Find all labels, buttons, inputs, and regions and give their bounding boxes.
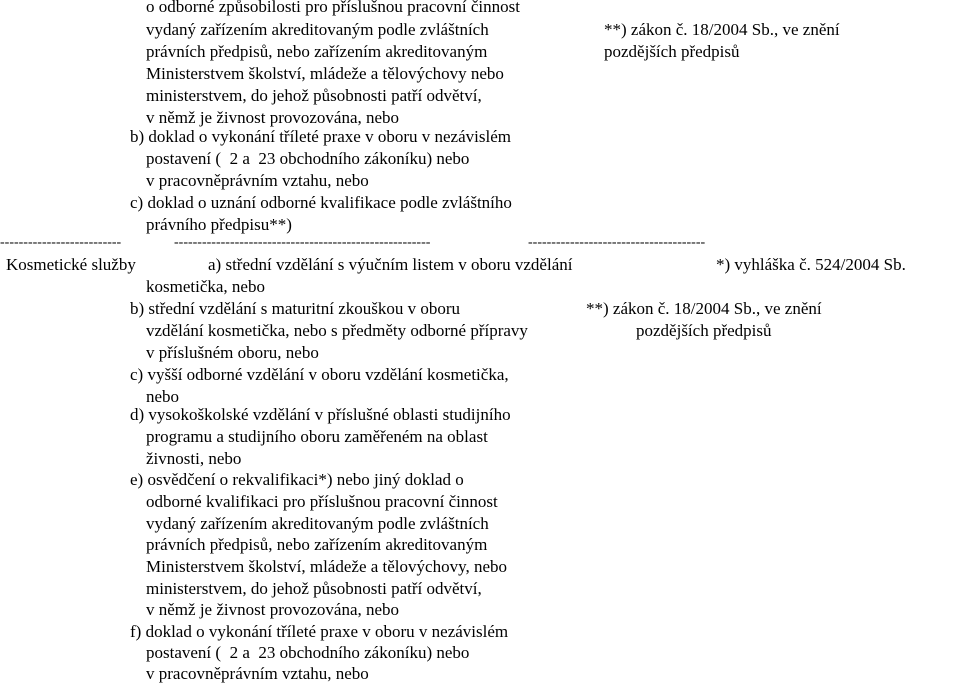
text-line: živnosti, nebo [146, 449, 242, 468]
text-line: ministerstvem, do jehož působnosti patří odvětví, [146, 579, 482, 598]
reference-note: *) vyhláška č. 524/2004 Sb. [716, 255, 906, 274]
separator-right: -------------------------------------- [528, 235, 706, 250]
text-line: odborné kvalifikaci pro příslušnou pracovní činnost [146, 492, 498, 511]
reference-note: pozdějších předpisů [604, 42, 740, 61]
reference-note: **) zákon č. 18/2004 Sb., ve znění [604, 20, 840, 39]
separator-left: -------------------------- [0, 235, 122, 250]
text-line: d) vysokoškolské vzdělání v příslušné oblasti studijního [130, 405, 511, 424]
separator-middle: ------------------------------------------------------- [174, 235, 431, 250]
text-line: e) osvědčení o rekvalifikaci*) nebo jiný doklad o [130, 470, 464, 489]
text-line: postavení ( 2 a 23 obchodního zákoníku) nebo [146, 149, 470, 168]
text-line: b) střední vzdělání s maturitní zkouškou v oboru [130, 299, 461, 318]
text-line: v pracovněprávním vztahu, nebo [146, 664, 369, 683]
text-line: f) doklad o vykonání tříleté praxe v oboru v nezávislém [130, 622, 509, 641]
text-line: vydaný zařízením akreditovaným podle zvláštních [146, 20, 489, 39]
text-line: nebo [146, 387, 180, 406]
text-line: právních předpisů, nebo zařízením akreditovaným [146, 42, 488, 61]
text-line: v němž je živnost provozována, nebo [146, 600, 400, 619]
text-line: postavení ( 2 a 23 obchodního zákoníku) nebo [146, 643, 470, 662]
text-line: v němž je živnost provozována, nebo [146, 108, 400, 127]
text-line: c) doklad o uznání odborné kvalifikace podle zvláštního [130, 193, 512, 212]
text-line: b) doklad o vykonání tříleté praxe v oboru v nezávislém [130, 127, 511, 146]
text-line: v příslušném oboru, nebo [146, 343, 319, 362]
text-line: právního předpisu**) [146, 215, 292, 234]
text-line: Ministerstvem školství, mládeže a tělovýchovy nebo [146, 64, 504, 83]
reference-note: **) zákon č. 18/2004 Sb., ve znění [586, 299, 822, 318]
text-line: o odborné způsobilosti pro příslušnou pracovní činnost [146, 0, 520, 16]
text-line: programu a studijního oboru zaměřeném na oblast [146, 427, 488, 446]
text-line: v pracovněprávním vztahu, nebo [146, 171, 369, 190]
text-line: a) střední vzdělání s výučním listem v oboru vzdělání [208, 255, 573, 274]
text-line: kosmetička, nebo [146, 277, 265, 296]
text-line: vydaný zařízením akreditovaným podle zvláštních [146, 514, 489, 533]
text-line: ministerstvem, do jehož působnosti patří odvětví, [146, 86, 482, 105]
text-line: vzdělání kosmetička, nebo s předměty odborné přípravy [146, 321, 528, 340]
text-line: c) vyšší odborné vzdělání v oboru vzdělání kosmetička, [130, 365, 509, 384]
text-line: právních předpisů, nebo zařízením akreditovaným [146, 535, 488, 554]
trade-name: Kosmetické služby [6, 255, 136, 274]
text-line: Ministerstvem školství, mládeže a tělovýchovy, nebo [146, 557, 508, 576]
reference-note: pozdějších předpisů [636, 321, 772, 340]
